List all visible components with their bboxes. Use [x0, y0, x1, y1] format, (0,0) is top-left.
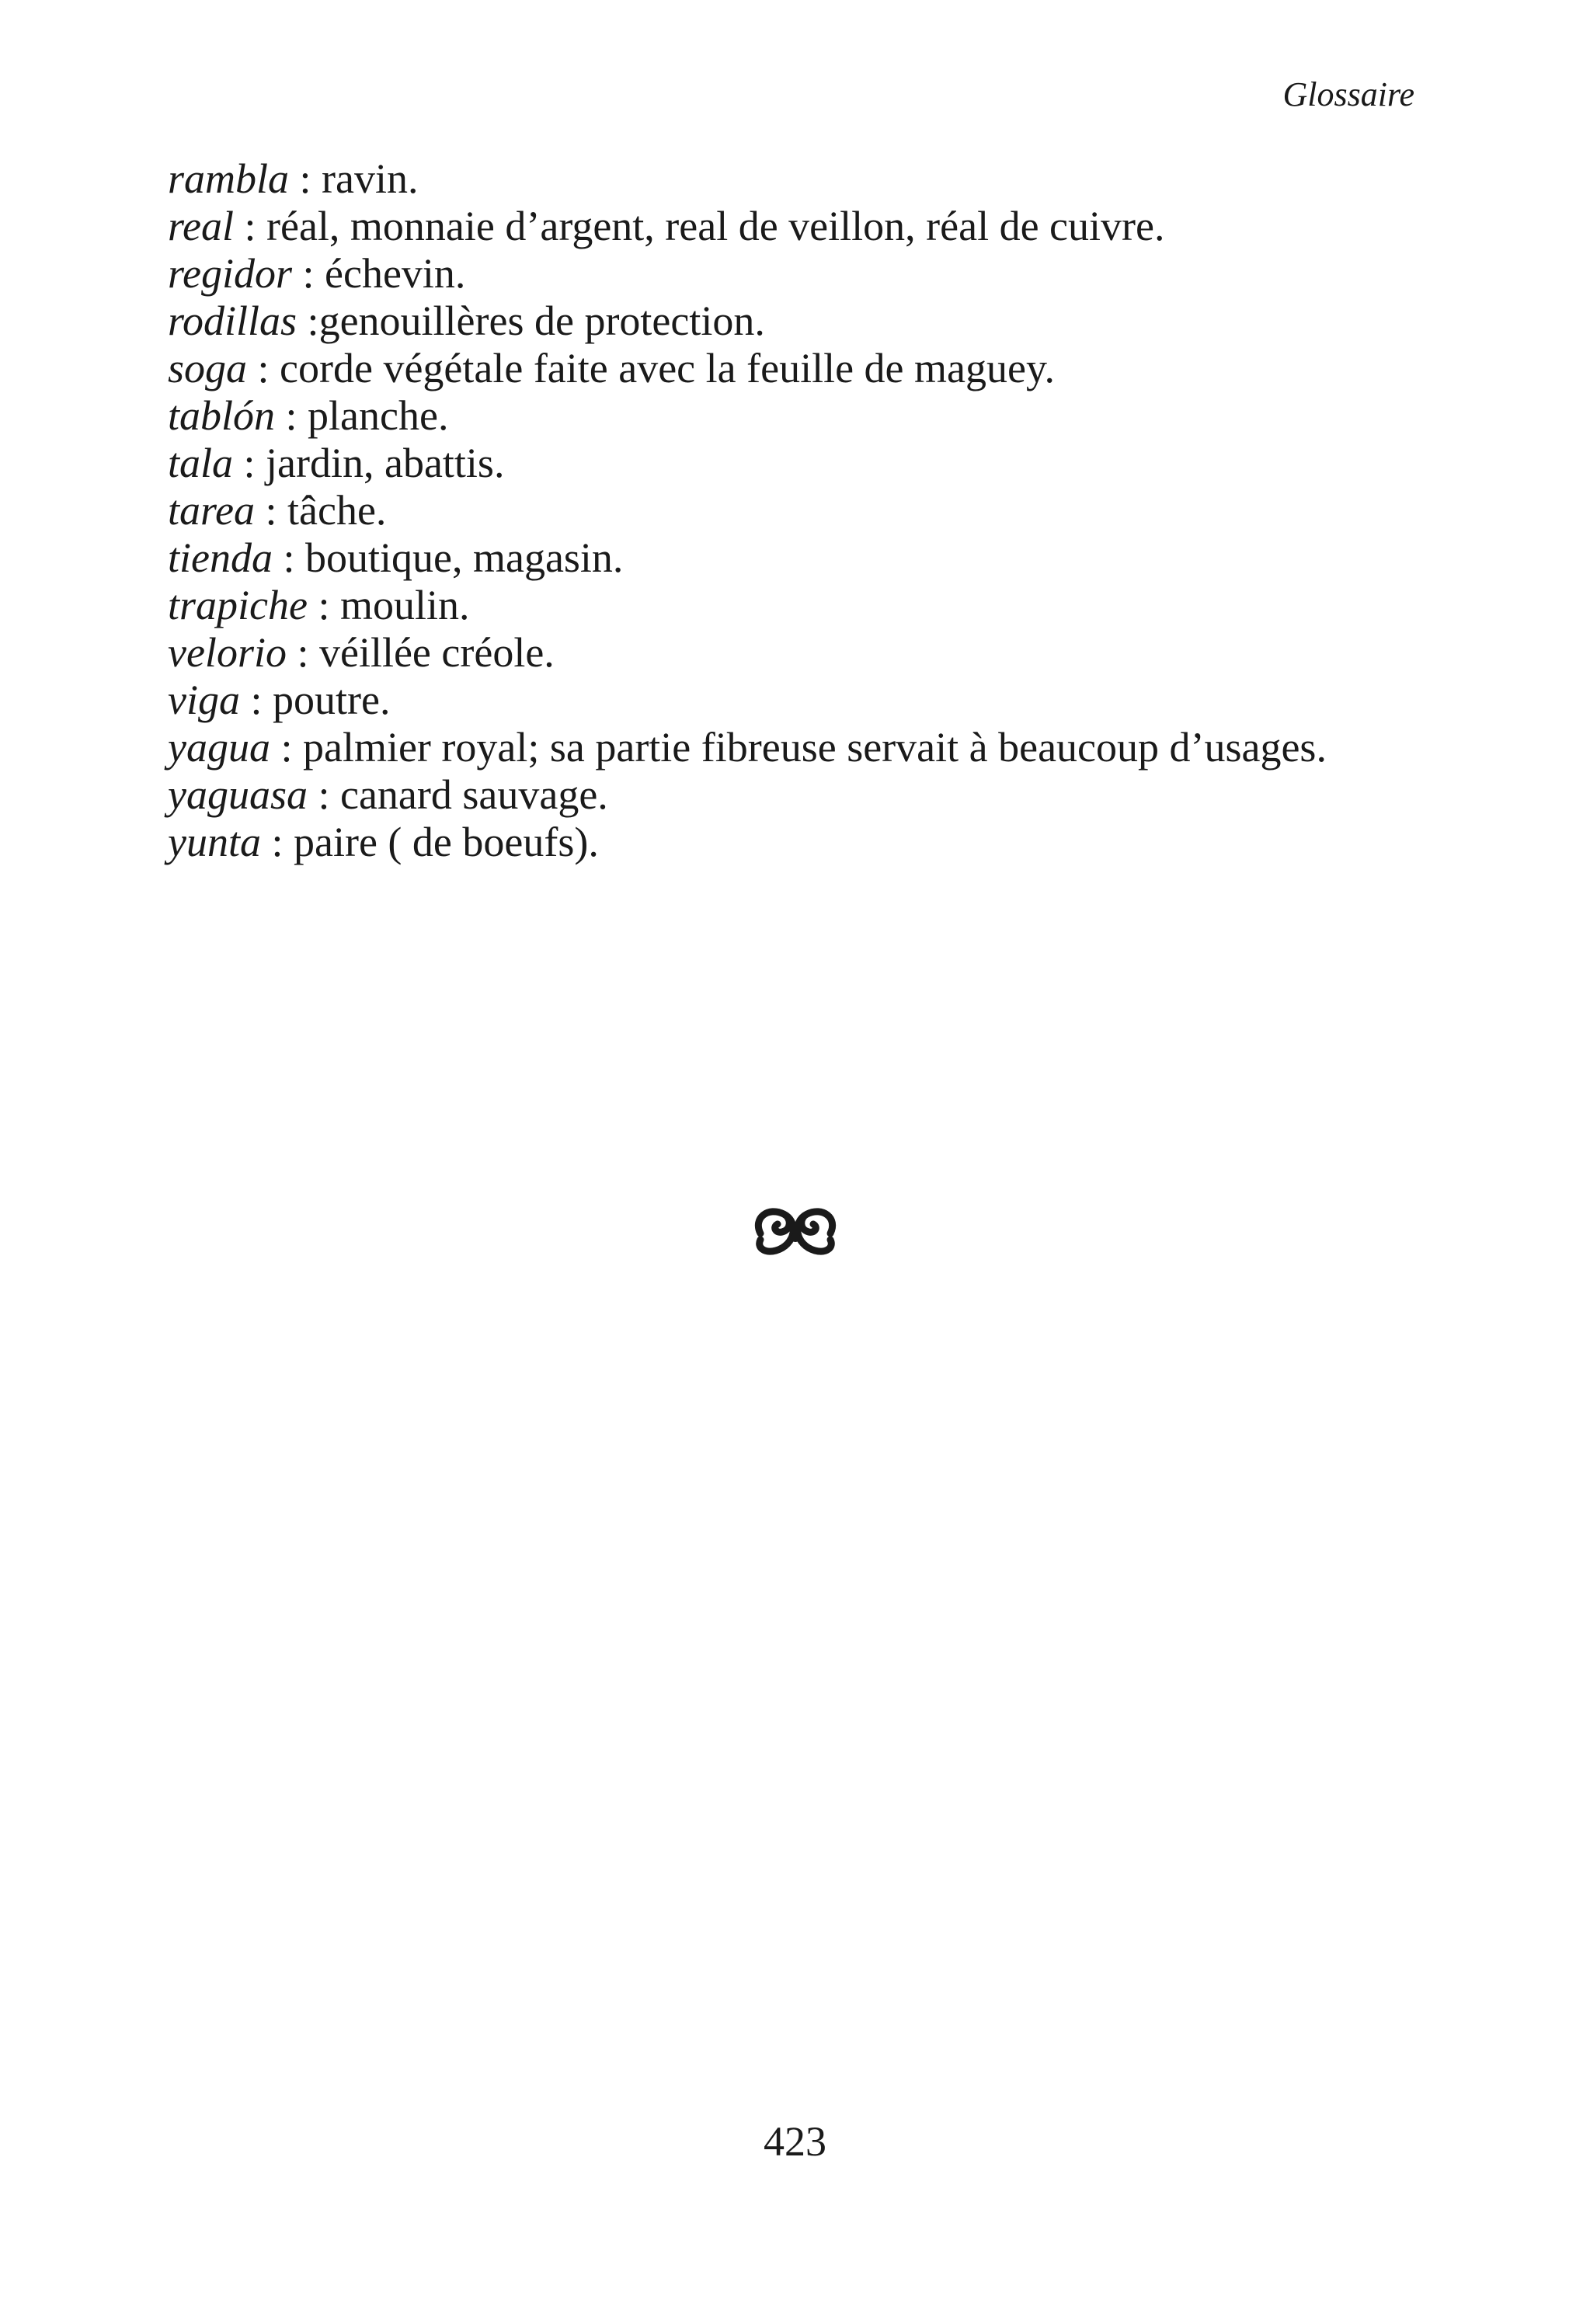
glossary-term: yunta [168, 819, 261, 865]
entry-separator: : [292, 250, 325, 297]
entry-separator: : [247, 345, 280, 391]
glossary-entry [168, 203, 1442, 250]
glossary-term: real [168, 203, 234, 249]
glossary-entry [168, 629, 1442, 677]
glossary-entry [168, 724, 1442, 771]
entry-separator: : [297, 297, 319, 344]
glossary-definition: boutique, magasin. [305, 534, 624, 581]
entry-separator: : [260, 819, 294, 865]
entry-separator: : [239, 677, 273, 723]
glossary-definition: palmier royal; sa partie fibreuse servait à beaucoup d’usages. [302, 724, 1327, 771]
glossary-definition: véillée créole. [318, 629, 555, 676]
entry-separator: : [307, 771, 340, 818]
glossary-entry [168, 487, 1442, 534]
glossary-definition: réal, monnaie d’argent, real de veillon, réal de cuivre. [266, 203, 1165, 249]
glossary-entry [168, 392, 1442, 440]
entry-separator: : [233, 203, 266, 249]
glossary-definition: échevin. [325, 250, 466, 297]
glossary-term: soga [168, 345, 248, 391]
glossary-term: rambla [168, 155, 290, 202]
glossary-definition: moulin. [339, 582, 470, 628]
glossary-list [168, 155, 1442, 866]
running-header: Glossaire [1282, 75, 1414, 113]
glossary-definition: corde végétale faite avec la feuille de maguey. [280, 345, 1055, 391]
glossary-entry [168, 819, 1442, 866]
glossary-term: yagua [168, 724, 270, 771]
glossary-term: rodillas [168, 297, 297, 344]
glossary-entry [168, 534, 1442, 582]
entry-separator: : [233, 440, 266, 486]
glossary-term: tablón [168, 392, 276, 439]
entry-separator: : [275, 392, 308, 439]
glossary-entry [168, 155, 1442, 203]
glossary-term: trapiche [168, 582, 308, 628]
glossary-term: viga [168, 677, 240, 723]
glossary-entry [168, 677, 1442, 724]
glossary-entry [168, 440, 1442, 487]
glossary-entry [168, 582, 1442, 629]
glossary-term: velorio [168, 629, 287, 676]
entry-separator: : [289, 155, 322, 202]
page-number: 423 [764, 2118, 826, 2165]
glossary-definition: jardin, abattis. [266, 440, 505, 486]
fleuron-icon [0, 1202, 1590, 1277]
glossary-definition: paire ( de boeufs). [294, 819, 599, 865]
glossary-definition: ravin. [322, 155, 419, 202]
glossary-definition: canard sauvage. [340, 771, 608, 818]
glossary-term: tarea [168, 487, 255, 534]
glossary-definition: genouillères de protection. [318, 297, 765, 344]
entry-separator: : [270, 724, 303, 771]
glossary-entry [168, 250, 1442, 297]
entry-separator: : [286, 629, 319, 676]
glossary-term: yaguasa [168, 771, 308, 818]
entry-separator: : [254, 487, 287, 534]
glossary-term: tala [168, 440, 234, 486]
glossary-entry [168, 297, 1442, 345]
glossary-entry [168, 771, 1442, 819]
glossary-term: regidor [168, 250, 292, 297]
glossary-definition: tâche. [287, 487, 387, 534]
glossary-definition: planche. [308, 392, 449, 439]
entry-separator: : [272, 534, 305, 581]
glossary-definition: poutre. [273, 677, 391, 723]
fleuron-icon-shape [745, 1202, 846, 1265]
glossary-entry [168, 345, 1442, 392]
glossary-term: tienda [168, 534, 273, 581]
entry-separator: : [307, 582, 340, 628]
